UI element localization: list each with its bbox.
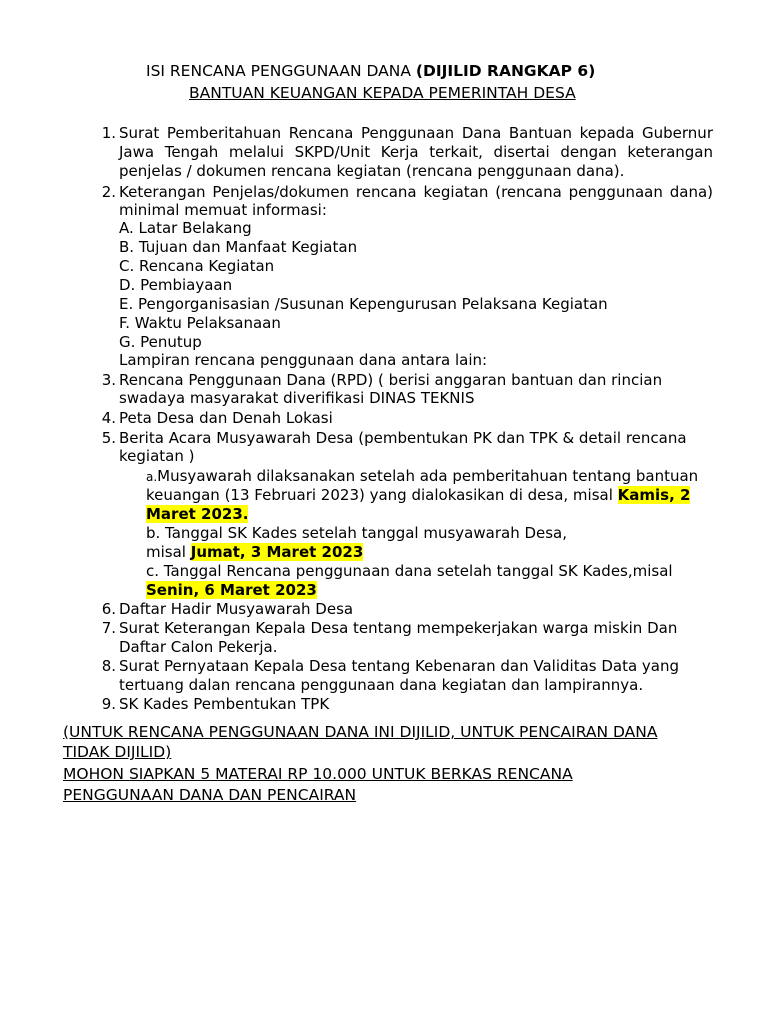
sub-item-c: C. Rencana Kegiatan bbox=[119, 257, 275, 275]
item-number: 5. bbox=[101, 429, 116, 447]
item-9: SK Kades Pembentukan TPK bbox=[119, 695, 330, 713]
note-line-3: MOHON SIAPKAN 5 MATERAI RP 10.000 UNTUK BERKAS RENCANA bbox=[63, 765, 573, 783]
item-1-line-1: Surat Pemberitahuan Rencana Penggunaan Dana Bantuan kepada Gubernur bbox=[119, 124, 713, 142]
item-3-line-2: swadaya masyarakat diverifikasi DINAS TEKNIS bbox=[119, 389, 475, 407]
item-4: Peta Desa dan Denah Lokasi bbox=[119, 409, 333, 427]
note-line-1: (UNTUK RENCANA PENGGUNAAN DANA INI DIJILID, UNTUK PENCAIRAN DANA bbox=[63, 723, 658, 741]
sub-item-b: B. Tujuan dan Manfaat Kegiatan bbox=[119, 238, 358, 256]
sub-item-e: E. Pengorganisasian /Susunan Kepengurusan Pelaksana Kegiatan bbox=[119, 295, 608, 313]
item-5a-line-3 bbox=[146, 505, 248, 524]
item-number: 4. bbox=[101, 409, 116, 427]
item-1-line-2: Jawa Tengah melalui SKPD/Unit Kerja terkait, disertai dengan keterangan bbox=[119, 143, 713, 161]
item-number: 3. bbox=[101, 371, 116, 389]
item-number: 8. bbox=[101, 657, 116, 675]
sub-item-a: A. Latar Belakang bbox=[119, 219, 252, 237]
item-2-line-2: minimal memuat informasi: bbox=[119, 201, 327, 219]
item-number: 2. bbox=[101, 183, 116, 201]
title-line-2: BANTUAN KEUANGAN KEPADA PEMERINTAH DESA bbox=[189, 84, 576, 102]
item-5a-line-2: keuangan (13 Februari 2023) yang dialokasikan di desa, misal Kamis, 2 bbox=[146, 486, 691, 504]
item-number: 1. bbox=[101, 124, 116, 142]
highlight-date: Senin, 6 Maret 2023 bbox=[146, 581, 317, 599]
sub-item-g: G. Penutup bbox=[119, 333, 202, 351]
item-5-line-2: kegiatan ) bbox=[119, 447, 195, 465]
item-number: 6. bbox=[101, 600, 116, 618]
sub-item-f: F. Waktu Pelaksanaan bbox=[119, 314, 281, 332]
item-8-line-2: tertuang dalan rencana penggunaan dana kegiatan dan lampirannya. bbox=[119, 676, 644, 694]
item-3-line-1: Rencana Penggunaan Dana (RPD) ( berisi anggaran bantuan dan rincian bbox=[119, 371, 663, 389]
item-2-line-1: Keterangan Penjelas/dokumen rencana kegiatan (rencana penggunaan dana) bbox=[119, 183, 713, 201]
item-6: Daftar Hadir Musyawarah Desa bbox=[119, 600, 354, 618]
item-5b-line-2: misal Jumat, 3 Maret 2023 bbox=[146, 543, 364, 561]
item-number: 9. bbox=[101, 695, 116, 713]
item-5c-line-2 bbox=[146, 581, 317, 600]
item-5-line-1: Berita Acara Musyawarah Desa (pembentukan PK dan TPK & detail rencana bbox=[119, 429, 687, 447]
item-number: 7. bbox=[101, 619, 116, 637]
sub-item-d: D. Pembiayaan bbox=[119, 276, 233, 294]
title-line-1: ISI RENCANA PENGGUNAAN DANA (DIJILID RANGKAP 6) bbox=[146, 62, 596, 80]
note-line-4: PENGGUNAAN DANA DAN PENCAIRAN bbox=[63, 786, 357, 804]
item-1-line-3: penjelas / dokumen rencana kegiatan (rencana penggunaan dana). bbox=[119, 162, 625, 180]
highlight-date: Jumat, 3 Maret 2023 bbox=[190, 543, 364, 561]
highlight-date: Maret 2023. bbox=[146, 505, 249, 523]
lampiran-heading: Lampiran rencana penggunaan dana antara lain: bbox=[119, 351, 488, 369]
item-5c-line-1: c. Tanggal Rencana penggunaan dana setelah tanggal SK Kades,misal bbox=[146, 562, 673, 580]
highlight-date: Kamis, 2 bbox=[617, 486, 691, 504]
item-7-line-1: Surat Keterangan Kepala Desa tentang mempekerjakan warga miskin Dan bbox=[119, 619, 678, 637]
item-7-line-2: Daftar Calon Pekerja. bbox=[119, 638, 278, 656]
item-5a-line-1: a.Musyawarah dilaksanakan setelah ada pemberitahuan tentang bantuan bbox=[146, 467, 699, 485]
item-5b-line-1: b. Tanggal SK Kades setelah tanggal musyawarah Desa, bbox=[146, 524, 568, 542]
note-line-2: TIDAK DIJILID) bbox=[63, 743, 172, 761]
item-8-line-1: Surat Pernyataan Kepala Desa tentang Kebenaran dan Validitas Data yang bbox=[119, 657, 680, 675]
